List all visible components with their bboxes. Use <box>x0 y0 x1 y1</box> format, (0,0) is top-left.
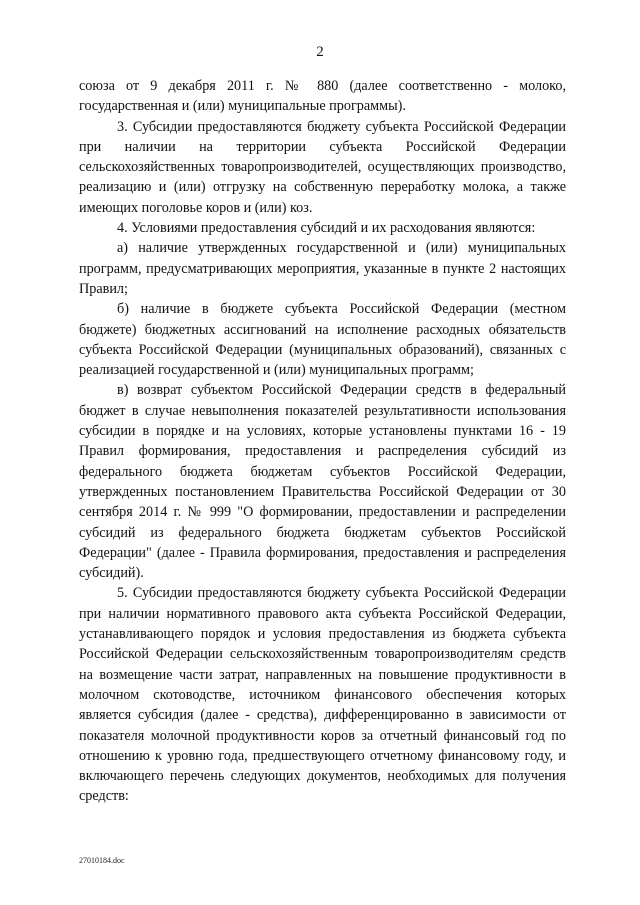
document-body <box>79 76 566 807</box>
page-number: 2 <box>316 44 324 60</box>
paragraph-item-4a: а) наличие утвержденных государственной и (или) муниципальных программ, предусматривающих мероприятия, указанные в пункте 2 настоящих Правил; <box>79 240 566 297</box>
paragraph-item-3: 3. Субсидии предоставляются бюджету субъекта Российской Федерации при наличии на территории субъекта Российской Федерации сельскохозяйственных товаропроизводителей, осуществляющих производство, реализацию и (или) отгрузку на собственную переработку молока, а также имеющих поголовье коров и (или) коз. <box>79 118 566 216</box>
paragraph-item-4b: б) наличие в бюджете субъекта Российской Федерации (местном бюджете) бюджетных ассигнований на исполнение расходных обязательств субъекта Российской Федерации (муниципальных образований), связанных с реализацией государственной и (или) муниципальных программ; <box>79 301 566 379</box>
footer-filename: 27010184.doc <box>79 856 125 865</box>
paragraph-continuation: союза от 9 декабря 2011 г. № 880 (далее соответственно - молоко, государственная и (или) муниципальные программы). <box>79 78 566 115</box>
paragraph-item-5: 5. Субсидии предоставляются бюджету субъекта Российской Федерации при наличии нормативного правового акта субъекта Российской Федерации, устанавливающего порядок и условия предоставления из бюджета субъекта Российской Федерации сельскохозяйственным товаропроизводителям средств на возмещение части затрат, направленных на повышение продуктивности в молочном скотоводстве, источником финансового обеспечения которых является субсидия (далее - средства), дифференцированно в зависимости от показателя молочной продуктивности коров за отчетный финансовый год по отношению к уровню года, предшествующего отчетному финансовому году, и включающего перечень следующих документов, необходимых для получения средств: <box>79 585 566 805</box>
paragraph-item-4: 4. Условиями предоставления субсидий и их расходования являются: <box>117 220 536 237</box>
paragraph-item-4v: в) возврат субъектом Российской Федерации средств в федеральный бюджет в случае невыполнения показателей результативности использования субсидии в порядке и на условиях, которые установлены пунктами 16 - 19 Правил формирования, предоставления и распределения субсидий из федерального бюджета бюджетам субъектов Российской Федерации, утвержденных постановлением Правительства Российской Федерации от 30 сентября 2014 г. № 999 "О формировании, предоставлении и распределении субсидий из федерального бюджета бюджетам субъектов Российской Федерации" (далее - Правила формирования, предоставления и распределения субсидий). <box>79 382 566 582</box>
